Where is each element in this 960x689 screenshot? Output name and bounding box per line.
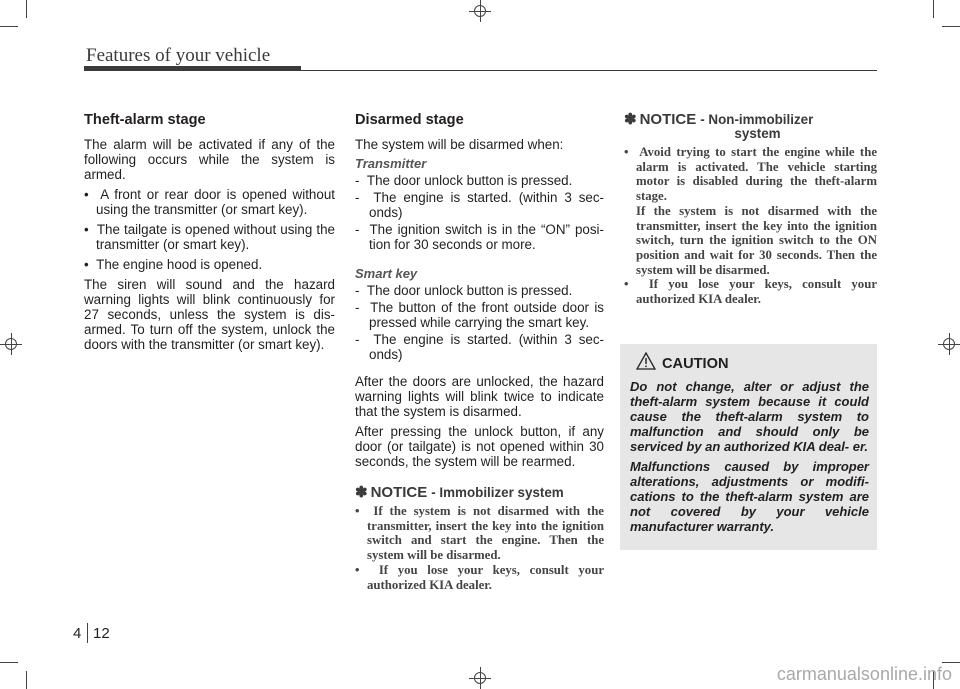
theft-alarm-intro: The alarm will be activated if any of the following occurs while the system is armed. (84, 137, 335, 182)
warning-triangle-icon (636, 352, 656, 375)
registration-mark (469, 667, 491, 689)
page-number-divider (87, 623, 88, 643)
caution-title: CAUTION (662, 355, 729, 372)
crop-mark (0, 26, 18, 27)
crop-mark (942, 662, 960, 663)
list-item: - The engine is started. (within 3 sec- onds) (355, 332, 605, 362)
disarmed-para-1: After the doors are unlocked, the hazard warning lights will blink twice to indicate that the system is disarmed. (355, 374, 604, 419)
list-item: • A front or rear door is opened without using the transmitter (or smart key). (84, 187, 335, 217)
notice-immobilizer-heading (355, 485, 604, 500)
disarmed-section (355, 112, 604, 592)
theft-alarm-outro: The siren will sound and the hazard warning lights will blink continuously for 27 seconds, unless the system is dis- armed. To turn off the system, unlock the doors with the transmitter (or smart key). (84, 277, 335, 352)
notice-non-immobilizer-section (624, 112, 877, 307)
header-rule (84, 70, 877, 71)
notice-label: NOTICE (370, 484, 428, 501)
chapter-number: 4 (73, 625, 82, 642)
list-item: - The door unlock button is pressed. (355, 173, 573, 188)
list-item: • If the system is not disarmed with the transmitter, insert the key into the ignition switch and start the engine. Then the system will be disarmed. (355, 504, 604, 563)
list-item: • The tailgate is opened without using the transmitter (or smart key). (84, 222, 335, 252)
transmitter-subheading: Transmitter (355, 156, 427, 171)
list-item: • If you lose your keys, consult your authorized KIA dealer. (355, 562, 604, 592)
registration-mark (938, 333, 960, 355)
notice-label: NOTICE (639, 111, 697, 128)
crop-mark (26, 0, 27, 18)
theft-alarm-heading: Theft-alarm stage (84, 112, 206, 128)
list-item: • Avoid trying to start the engine while the alarm is activated. The vehicle starting motor is disabled during the theft-alarm stage. (624, 145, 877, 204)
disarmed-intro: The system will be disarmed when: (355, 137, 564, 152)
caution-para-1: Do not change, alter or adjust the theft-alarm system because it could cause the theft-alarm system to malfunction and should only be serviced by an authorized KIA deal- er. (630, 379, 869, 454)
notice-non-immobilizer-heading (624, 112, 877, 127)
crop-mark (942, 26, 960, 27)
page-number: 12 (93, 625, 110, 642)
caution-box (620, 344, 877, 550)
crop-mark (0, 662, 18, 663)
notice-title: - Non-immobilizer (700, 112, 814, 127)
list-item: • If you lose your keys, consult your authorized KIA dealer. (624, 277, 877, 307)
page-header-title: Features of your vehicle (86, 45, 271, 66)
registration-mark (0, 333, 22, 355)
smart-key-subheading: Smart key (355, 266, 418, 281)
watermark: carmanualsonline.info (776, 664, 952, 684)
crop-mark (933, 0, 934, 18)
list-item: If the system is not disarmed with the transmitter, insert the key into the ignition switch, turn the ignition switch to the ON position and wait for 30 seconds. Then the system will be disarmed. (636, 203, 877, 277)
disarmed-heading: Disarmed stage (355, 112, 464, 128)
crop-mark (26, 671, 27, 689)
notice-star-icon: ✽ (624, 111, 637, 128)
registration-mark (469, 0, 491, 22)
notice-star-icon: ✽ (355, 484, 368, 501)
list-item: - The button of the front outside door is pressed while carrying the smart key. (355, 300, 605, 330)
list-item: - The engine is started. (within 3 sec- onds) (355, 190, 605, 220)
theft-alarm-section (84, 112, 335, 357)
caution-heading (630, 352, 869, 375)
notice-title-line2: system (734, 126, 781, 141)
disarmed-para-2: After pressing the unlock button, if any door (or tailgate) is not opened within 30 seconds, the system will be rearmed. (355, 424, 604, 469)
list-item: • The engine hood is opened. (84, 257, 263, 272)
list-item: - The ignition switch is in the “ON” posi- tion for 30 seconds or more. (355, 222, 604, 252)
caution-para-2: Malfunctions caused by improper alterations, adjustments or modifi- cations to the theft-alarm system are not covered by your vehicle manufacturer warranty. (630, 459, 869, 534)
list-item: - The door unlock button is pressed. (355, 283, 573, 298)
notice-title: - Immobilizer system (431, 485, 564, 500)
